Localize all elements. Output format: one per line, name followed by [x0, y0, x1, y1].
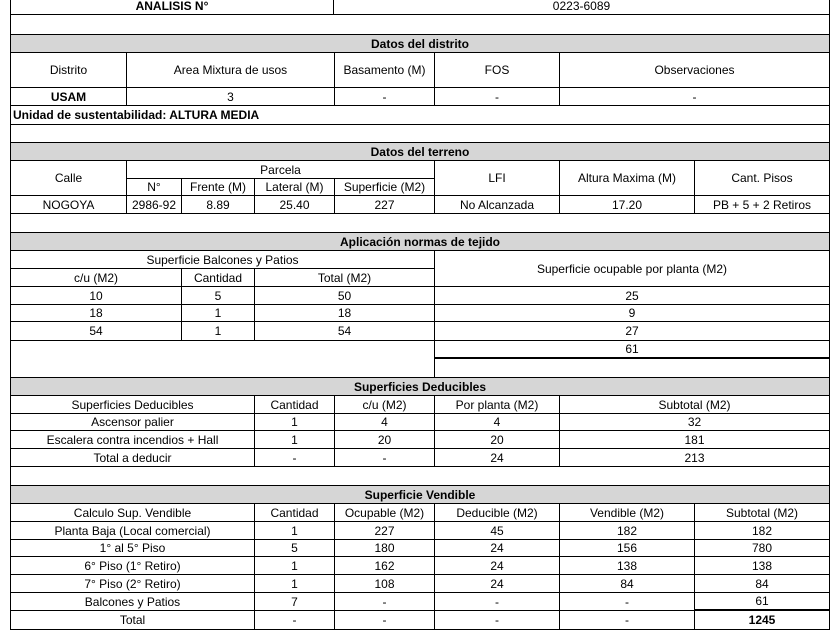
terreno-title: Datos del terreno	[10, 142, 830, 161]
tejido-cell: 54	[10, 321, 182, 341]
distrito-cell: -	[559, 87, 830, 106]
vendible-cell: 138	[559, 556, 695, 575]
deducibles-title: Superficies Deducibles	[10, 377, 830, 396]
distrito-header: Observaciones	[559, 52, 830, 88]
distrito-cell: USAM	[10, 87, 127, 106]
vendible-cell: 182	[694, 521, 830, 540]
vendible-cell: Balcones y Patios	[10, 592, 255, 611]
vendible-cell: -	[434, 592, 560, 611]
terreno-header-lfi: LFI	[434, 160, 560, 196]
vendible-cell: 1	[254, 574, 335, 593]
spacer	[10, 340, 435, 378]
terreno-cell: NOGOYA	[10, 195, 127, 214]
vendible-cell: 1° al 5° Piso	[10, 539, 255, 557]
vendible-cell: Planta Baja (Local comercial)	[10, 521, 255, 540]
vendible-cell: -	[559, 610, 695, 630]
vendible-cell: 5	[254, 539, 335, 557]
deducibles-cell: 1	[254, 430, 335, 449]
unidad-sustentabilidad: Unidad de sustentabilidad: ALTURA MEDIA	[10, 105, 830, 125]
vendible-header: Subtotal (M2)	[694, 503, 830, 522]
tejido-cell: 1	[181, 304, 255, 322]
vendible-cell: 156	[559, 539, 695, 557]
tejido-total: 61	[434, 340, 830, 359]
terreno-cell: PB + 5 + 2 Retiros	[694, 195, 830, 214]
tejido-header-balcones: Superficie Balcones y Patios	[10, 250, 435, 269]
deducibles-cell: 1	[254, 413, 335, 431]
tejido-cell: 5	[181, 286, 255, 305]
tejido-cell: 50	[254, 286, 435, 305]
vendible-cell: 45	[434, 521, 560, 540]
distrito-title: Datos del distrito	[10, 34, 830, 53]
terreno-cell: 8.89	[181, 195, 255, 214]
tejido-header-ocupable: Superficie ocupable por planta (M2)	[434, 250, 830, 287]
vendible-title: Superficie Vendible	[10, 485, 830, 504]
vendible-cell: 7	[254, 592, 335, 611]
tejido-subheader: c/u (M2)	[10, 268, 182, 287]
deducibles-cell: 20	[434, 430, 560, 449]
terreno-subheader: Lateral (M)	[254, 178, 335, 196]
vendible-cell: 84	[694, 574, 830, 593]
vendible-cell: 227	[334, 521, 435, 540]
distrito-header: Area Mixtura de usos	[126, 52, 335, 88]
vendible-cell: Total	[10, 610, 255, 630]
vendible-cell: 1	[254, 521, 335, 540]
vendible-cell: -	[434, 610, 560, 630]
tejido-cell: 18	[10, 304, 182, 322]
tejido-title: Aplicación normas de tejido	[10, 232, 830, 251]
deducibles-cell: -	[254, 448, 335, 467]
vendible-header: Vendible (M2)	[559, 503, 695, 522]
deducibles-cell: 4	[334, 413, 435, 431]
terreno-header-altura: Altura Maxima (M)	[559, 160, 695, 196]
vendible-cell: -	[334, 610, 435, 630]
spacer	[10, 466, 830, 486]
vendible-cell: 6° Piso (1° Retiro)	[10, 556, 255, 575]
deducibles-cell: 32	[559, 413, 830, 431]
deducibles-header: Superficies Deducibles	[10, 395, 255, 414]
deducibles-cell: -	[334, 448, 435, 467]
vendible-header: Deducible (M2)	[434, 503, 560, 522]
spacer	[10, 14, 830, 35]
deducibles-header: Por planta (M2)	[434, 395, 560, 414]
vendible-cell: 84	[559, 574, 695, 593]
tejido-cell: 9	[434, 304, 830, 322]
deducibles-cell: 4	[434, 413, 560, 431]
terreno-header-calle: Calle	[10, 160, 127, 196]
vendible-cell: 182	[559, 521, 695, 540]
terreno-cell: No Alcanzada	[434, 195, 560, 214]
vendible-header: Ocupable (M2)	[334, 503, 435, 522]
vendible-cell: 61	[694, 592, 830, 611]
deducibles-cell: 24	[434, 448, 560, 467]
spacer	[10, 124, 830, 143]
vendible-cell: 138	[694, 556, 830, 575]
vendible-cell: -	[559, 592, 695, 611]
vendible-cell: 108	[334, 574, 435, 593]
vendible-cell: -	[254, 610, 335, 630]
deducibles-header: Cantidad	[254, 395, 335, 414]
vendible-cell: -	[334, 592, 435, 611]
terreno-header-pisos: Cant. Pisos	[694, 160, 830, 196]
deducibles-cell: Ascensor palier	[10, 413, 255, 431]
vendible-total: 1245	[694, 610, 830, 630]
terreno-cell: 2986-92	[126, 195, 182, 214]
analisis-label: ANALISIS N°	[10, 0, 334, 15]
deducibles-cell: 20	[334, 430, 435, 449]
tejido-cell: 27	[434, 321, 830, 341]
tejido-cell: 10	[10, 286, 182, 305]
terreno-header-parcela: Parcela	[126, 160, 435, 179]
vendible-header: Calculo Sup. Vendible	[10, 503, 255, 522]
spacer	[10, 213, 830, 233]
vendible-cell: 24	[434, 574, 560, 593]
analisis-value: 0223-6089	[333, 0, 830, 15]
vendible-cell: 7° Piso (2° Retiro)	[10, 574, 255, 593]
distrito-header: Basamento (M)	[334, 52, 435, 88]
terreno-subheader: Frente (M)	[181, 178, 255, 196]
deducibles-header: Subtotal (M2)	[559, 395, 830, 414]
terreno-cell: 227	[334, 195, 435, 214]
vendible-cell: 1	[254, 556, 335, 575]
deducibles-cell: Escalera contra incendios + Hall	[10, 430, 255, 449]
tejido-cell: 25	[434, 286, 830, 305]
vendible-cell: 24	[434, 539, 560, 557]
distrito-header: Distrito	[10, 52, 127, 88]
tejido-cell: 18	[254, 304, 435, 322]
deducibles-header: c/u (M2)	[334, 395, 435, 414]
distrito-cell: -	[434, 87, 560, 106]
deducibles-cell: 181	[559, 430, 830, 449]
distrito-cell: -	[334, 87, 435, 106]
deducibles-cell: 213	[559, 448, 830, 467]
terreno-subheader: Superficie (M2)	[334, 178, 435, 196]
tejido-subheader: Cantidad	[181, 268, 255, 287]
vendible-cell: 162	[334, 556, 435, 575]
deducibles-cell: Total a deducir	[10, 448, 255, 467]
distrito-cell: 3	[126, 87, 335, 106]
vendible-cell: 180	[334, 539, 435, 557]
vendible-cell: 24	[434, 556, 560, 575]
terreno-cell: 17.20	[559, 195, 695, 214]
vendible-cell: 780	[694, 539, 830, 557]
terreno-subheader: N°	[126, 178, 182, 196]
vendible-header: Cantidad	[254, 503, 335, 522]
terreno-cell: 25.40	[254, 195, 335, 214]
tejido-cell: 54	[254, 321, 435, 341]
tejido-cell: 1	[181, 321, 255, 341]
distrito-header: FOS	[434, 52, 560, 88]
tejido-subheader: Total (M2)	[254, 268, 435, 287]
spacer	[434, 358, 830, 378]
